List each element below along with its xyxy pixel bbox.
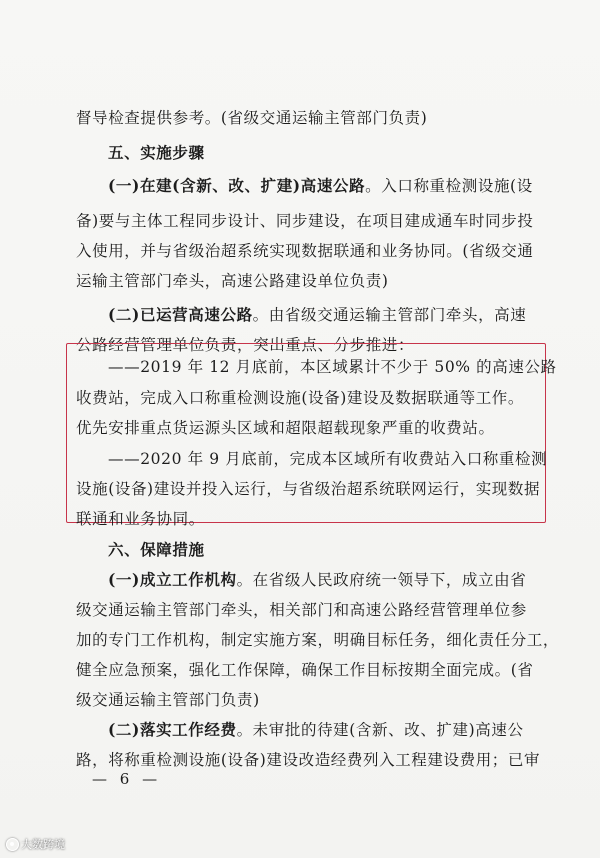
- paragraph-line: 入使用，并与省级治超系统实现数据联通和业务协同。(省级交通: [76, 242, 534, 260]
- paragraph-line: 联通和业务协同。: [76, 510, 205, 528]
- paragraph-text: 。由省级交通运输主管部门牵头，高速: [252, 306, 527, 324]
- paragraph-line: 收费站，完成入口称重检测设施(设备)建设及数据联通等工作。: [76, 389, 524, 407]
- paragraph-line: 健全应急预案，强化工作保障，确保工作目标按期全面完成。(省: [76, 661, 534, 679]
- paragraph-line: 运输主管部门牵头，高速公路建设单位负责): [76, 272, 389, 290]
- paragraph-text: 。未审批的待建(含新、改、扩建)高速公: [236, 721, 524, 739]
- section-heading-safeguard-measures: 六、保障措施: [108, 540, 205, 559]
- paragraph-line: ——2020 年 9 月底前，完成本区域所有收费站入口称重检测: [108, 450, 548, 468]
- paragraph-line: 督导检查提供参考。(省级交通运输主管部门负责): [76, 109, 428, 127]
- paragraph-line: 级交通运输主管部门牵头，相关部门和高速公路经营管理单位参: [76, 601, 527, 619]
- subheading-funding: (二)落实工作经费: [108, 720, 237, 739]
- subheading-operating-highways: (二)已运营高速公路: [108, 305, 253, 324]
- section-heading-implementation-steps: 五、实施步骤: [108, 143, 205, 162]
- paragraph-line: 备)要与主体工程同步设计、同步建设，在项目建成通车时同步投: [76, 212, 534, 230]
- paragraph-line: [108, 720, 546, 740]
- paragraph-line: 级交通运输主管部门负责): [76, 691, 260, 709]
- watermark-text: 大数跨境: [21, 838, 65, 851]
- page-number: — 6 —: [92, 770, 162, 788]
- paragraph-line: 路，将称重检测设施(设备)建设改造经费列入工程建设费用；已审: [76, 751, 541, 769]
- subheading-set-up-agency: (一)成立工作机构: [108, 570, 237, 589]
- paragraph-text: 。在省级人民政府统一领导下，成立由省: [236, 571, 527, 589]
- paragraph-line: 加的专门工作机构，制定实施方案，明确目标任务，细化责任分工，: [76, 631, 560, 649]
- paragraph-line: [108, 176, 546, 196]
- paragraph-line: [108, 305, 546, 325]
- subheading-under-construction: (一)在建(含新、改、扩建)高速公路: [108, 176, 366, 195]
- watermark: [6, 836, 65, 852]
- paragraph-line: 优先安排重点货运源头区域和超限超载现象严重的收费站。: [76, 419, 495, 437]
- paragraph-text: 。入口称重检测设施(设: [365, 177, 533, 195]
- paragraph-line: [108, 570, 546, 590]
- paragraph-line: ——2019 年 12 月底前，本区域累计不少于 50% 的高速公路: [108, 358, 557, 376]
- paragraph-line: 公路经营管理单位负责，突出重点、分步推进：: [76, 336, 415, 354]
- watermark-logo-icon: [6, 838, 19, 851]
- paragraph-line: 设施(设备)建设并投入运行，与省级治超系统联网运行，实现数据: [76, 480, 541, 498]
